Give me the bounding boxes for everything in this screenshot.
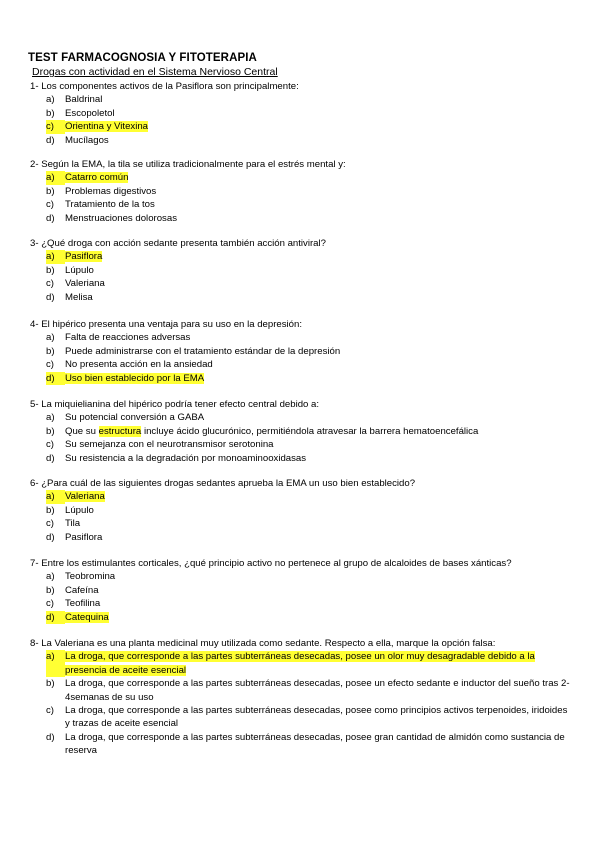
question-4-option-d — [46, 372, 570, 385]
highlighted-answer: Uso bien establecido por la EMA — [65, 372, 205, 384]
option-text: Escopoletol — [65, 107, 115, 119]
highlighted-answer: Pasiflora — [65, 251, 103, 263]
option-text: Lúpulo — [65, 264, 94, 276]
question-6-text: 6- ¿Para cuál de las siguientes drogas sedantes aprueba la EMA un uso bien establecido? — [30, 478, 416, 489]
option-text: La droga, que corresponde a las partes subterráneas desecadas, posee un efecto sedante e inductor del sueño tras 2-4semanas de su uso — [65, 678, 570, 703]
option-letter: b) — [46, 345, 55, 357]
option-letter: b) — [46, 264, 55, 276]
question-5-text: 5- La miquielianina del hipérico podría tener efecto central debido a: — [30, 399, 320, 410]
question-1-option-d — [46, 134, 570, 147]
option-letter: d) — [46, 372, 65, 385]
question-5-option-b — [46, 425, 570, 438]
option-text-end: incluye ácido glucurónico, permitiéndola atravesar la barrera hematoencefálica — [141, 425, 479, 437]
option-letter: a) — [46, 332, 55, 344]
option-letter: a) — [46, 571, 55, 583]
option-letter: c) — [46, 518, 54, 530]
option-text: Cafeína — [65, 584, 99, 596]
highlighted-answer: Catarro común — [65, 172, 129, 184]
question-1-text: 1- Los componentes activos de la Pasiflora son principalmente: — [30, 81, 299, 92]
option-letter: b) — [46, 504, 55, 516]
question-8-option-c — [46, 704, 570, 731]
option-letter: b) — [46, 584, 55, 596]
question-5-option-d — [46, 452, 570, 465]
question-8-option-b — [46, 677, 570, 704]
question-1-option-b — [46, 107, 570, 120]
question-7-option-a — [46, 570, 570, 583]
question-5-option-a — [46, 411, 570, 424]
option-letter: b) — [46, 185, 55, 197]
highlighted-word: estructura — [98, 425, 142, 437]
option-letter: a) — [46, 171, 65, 184]
question-2-option-d — [46, 212, 570, 225]
option-text: Puede administrarse con el tratamiento estándar de la depresión — [65, 345, 341, 357]
option-letter: b) — [46, 425, 55, 437]
option-letter: d) — [46, 452, 55, 464]
highlighted-answer: Catequina — [65, 611, 109, 623]
option-letter: c) — [46, 278, 54, 290]
option-letter: a) — [46, 250, 65, 263]
option-text: No presenta acción en la ansiedad — [65, 359, 213, 371]
question-2-option-b — [46, 185, 570, 198]
option-letter: d) — [46, 531, 55, 543]
highlighted-answer: La droga, que corresponde a las partes subterráneas desecadas, posee un olor muy desagradable debido a la presencia de aceite esencial — [65, 651, 535, 676]
question-6-option-b — [46, 504, 570, 517]
option-letter: c) — [46, 199, 54, 211]
question-5 — [30, 398, 570, 465]
question-4 — [30, 318, 570, 385]
option-text: Teofilina — [65, 598, 101, 610]
question-2-option-a — [46, 171, 570, 184]
option-letter: c) — [46, 120, 65, 133]
option-text: Baldrinal — [65, 94, 103, 106]
option-text: Menstruaciones dolorosas — [65, 212, 177, 224]
option-text: Tratamiento de la tos — [65, 199, 155, 211]
option-letter: a) — [46, 94, 55, 106]
question-7-text: 7- Entre los estimulantes corticales, ¿qué principio activo no pertenece al grupo de alcaloides de bases xánticas? — [30, 558, 512, 569]
question-1-option-a — [46, 93, 570, 106]
option-letter: d) — [46, 291, 55, 303]
option-letter: b) — [46, 107, 55, 119]
option-text: Teobromina — [65, 571, 116, 583]
question-4-option-a — [46, 331, 570, 344]
question-7-option-d — [46, 611, 570, 624]
option-letter: d) — [46, 212, 55, 224]
page-subtitle: Drogas con actividad en el Sistema Nervioso Central — [32, 66, 278, 78]
option-text: Lúpulo — [65, 504, 94, 516]
highlighted-answer: Valeriana — [65, 491, 105, 503]
question-3-option-d — [46, 291, 570, 304]
question-6-option-d — [46, 531, 570, 544]
option-text: Su resistencia a la degradación por monoaminooxidasas — [65, 452, 307, 464]
option-text: La droga, que corresponde a las partes subterráneas desecadas, posee como principios activos terpenoides, iridoides y trazas de aceite esencial — [65, 705, 568, 730]
option-letter: d) — [46, 731, 55, 743]
option-letter: c) — [46, 705, 54, 717]
option-text-start: Que su — [65, 425, 99, 437]
option-letter: d) — [46, 134, 55, 146]
option-letter: a) — [46, 412, 55, 424]
question-8-option-d — [46, 731, 570, 758]
page-title: TEST FARMACOGNOSIA Y FITOTERAPIA — [28, 52, 257, 64]
question-2-text: 2- Según la EMA, la tila se utiliza tradicionalmente para el estrés mental y: — [30, 159, 346, 170]
option-text: Problemas digestivos — [65, 185, 157, 197]
question-4-text: 4- El hipérico presenta una ventaja para su uso en la depresión: — [30, 319, 302, 330]
question-4-option-b — [46, 345, 570, 358]
question-1-option-c — [46, 120, 570, 133]
question-7-option-b — [46, 584, 570, 597]
question-3-text: 3- ¿Qué droga con acción sedante presenta también acción antiviral? — [30, 238, 326, 249]
question-8-text: 8- La Valeriana es una planta medicinal muy utilizada como sedante. Respecto a ella, marque la opción falsa: — [30, 638, 496, 649]
question-3-option-a — [46, 250, 570, 263]
option-letter: a) — [46, 650, 65, 677]
option-letter: d) — [46, 611, 65, 624]
option-letter: c) — [46, 359, 54, 371]
option-text: Melisa — [65, 291, 93, 303]
question-2 — [30, 158, 570, 225]
question-6 — [30, 477, 570, 544]
question-6-option-a — [46, 490, 570, 503]
option-text: Mucílagos — [65, 134, 109, 146]
option-text: Su potencial conversión a GABA — [65, 412, 205, 424]
option-letter: b) — [46, 678, 55, 690]
question-1 — [30, 80, 570, 147]
option-letter: c) — [46, 598, 54, 610]
question-8-option-a — [46, 650, 570, 677]
option-text: Pasiflora — [65, 531, 103, 543]
question-3-option-c — [46, 277, 570, 290]
question-4-option-c — [46, 358, 570, 371]
option-text: Falta de reacciones adversas — [65, 332, 191, 344]
question-8 — [30, 637, 570, 758]
question-3-option-b — [46, 264, 570, 277]
question-2-option-c — [46, 198, 570, 211]
option-text: Valeriana — [65, 278, 105, 290]
option-text: La droga, que corresponde a las partes subterráneas desecadas, posee gran cantidad de almidón como sustancia de reserva — [65, 731, 565, 757]
question-3 — [30, 237, 570, 304]
option-text: Tila — [65, 518, 81, 530]
question-5-option-c — [46, 438, 570, 451]
option-text: Su semejanza con el neurotransmisor serotonina — [65, 439, 274, 451]
option-letter: a) — [46, 490, 65, 503]
highlighted-answer: Orientina y Vitexina — [65, 121, 149, 133]
question-6-option-c — [46, 517, 570, 530]
question-7 — [30, 557, 570, 624]
option-letter: c) — [46, 439, 54, 451]
question-7-option-c — [46, 597, 570, 610]
